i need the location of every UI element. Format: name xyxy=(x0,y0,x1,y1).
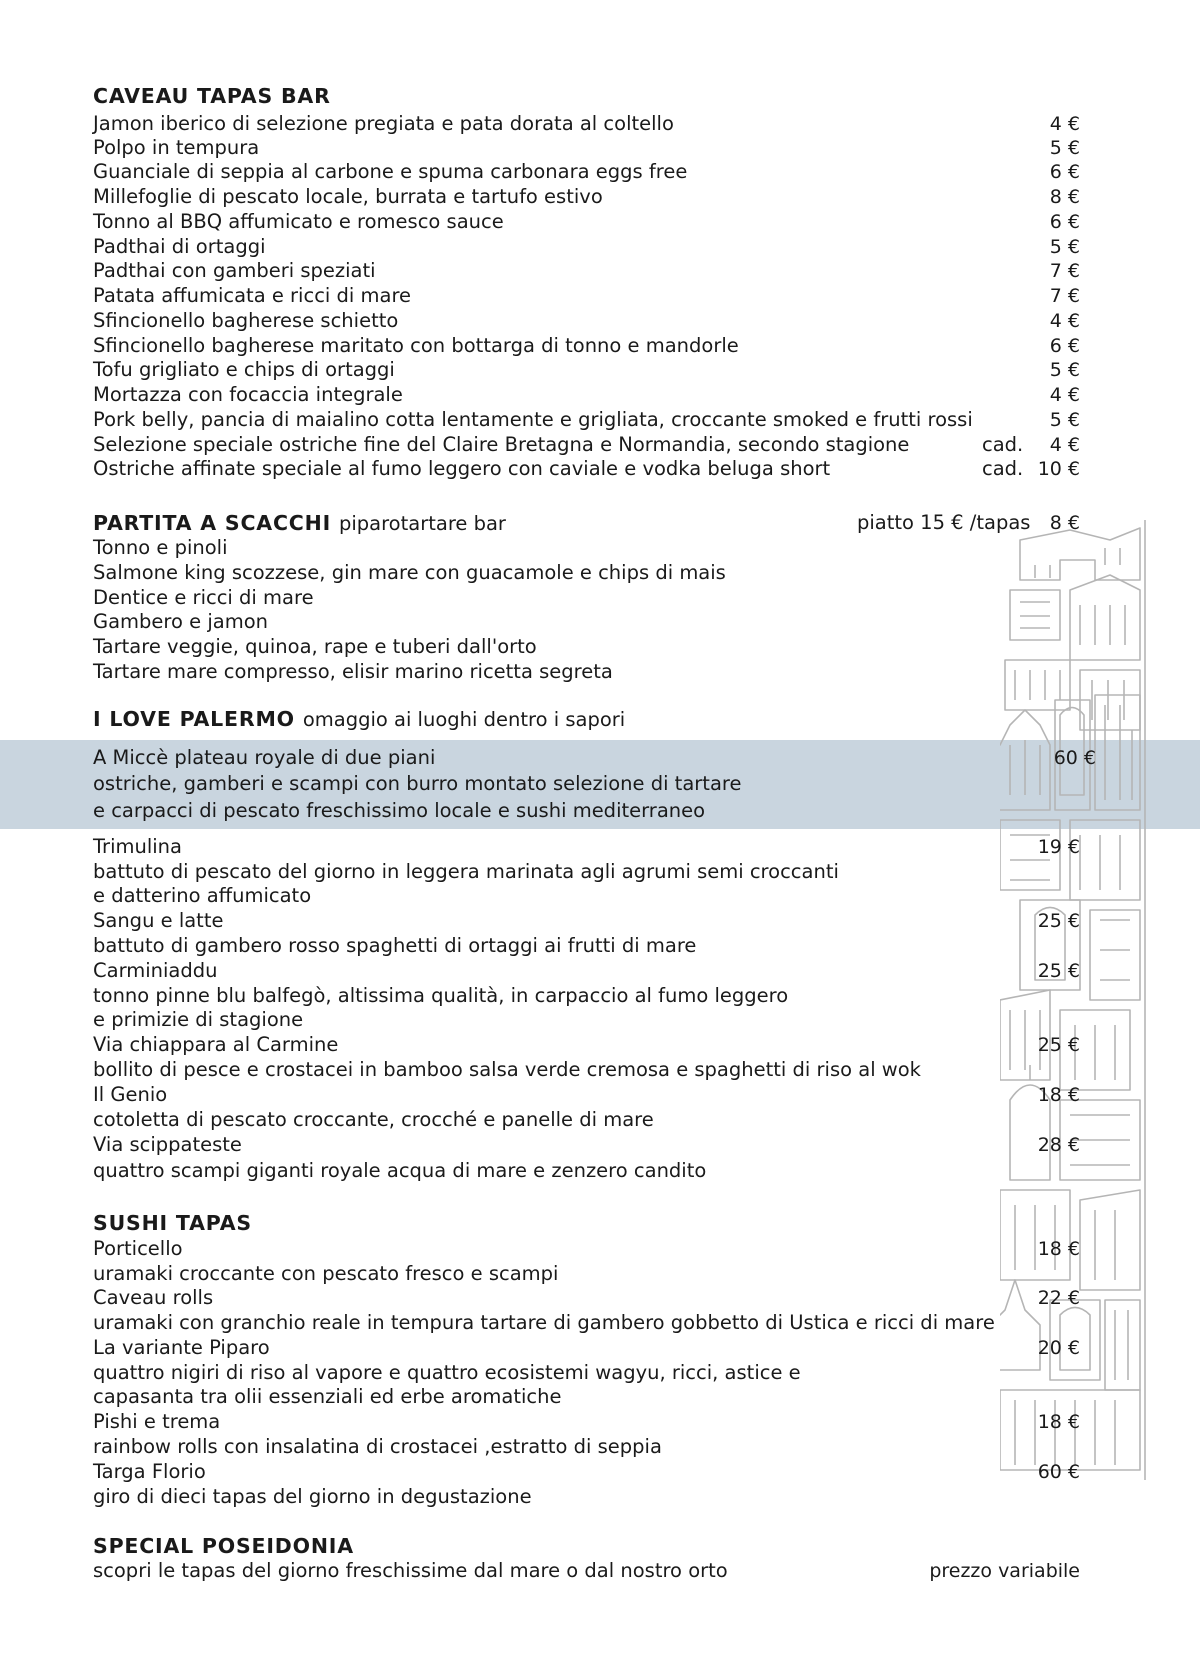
menu-item-desc: e primizie di stagione xyxy=(93,1008,304,1031)
menu-item-name: Caveau rolls xyxy=(93,1286,214,1309)
section-title-text: I LOVE PALERMO xyxy=(93,707,295,731)
section-title-poseidonia: SPECIAL POSEIDONIA xyxy=(93,1534,354,1558)
menu-item-price: 25 € xyxy=(1037,960,1080,982)
menu-item-price: 10 € xyxy=(1037,458,1080,480)
menu-item-desc: tonno pinne blu balfegò, altissima qualità, in carpaccio al fumo leggero xyxy=(93,984,789,1007)
menu-item-price: 22 € xyxy=(1037,1287,1080,1309)
menu-item-desc: bollito di pesce e crostacei in bamboo salsa verde cremosa e spaghetti di riso al wok xyxy=(93,1058,921,1081)
section-subtitle: piparotartare bar xyxy=(338,512,506,535)
menu-item-name: Guanciale di seppia al carbone e spuma carbonara eggs free xyxy=(93,160,688,183)
menu-item-name: Via scippateste xyxy=(93,1133,242,1156)
menu-item-name: Targa Florio xyxy=(93,1460,206,1483)
menu-item-name: Mortazza con focaccia integrale xyxy=(93,383,403,406)
featured-item-desc: ostriche, gamberi e scampi con burro montato selezione di tartare xyxy=(93,772,742,795)
menu-item-price: 20 € xyxy=(1037,1337,1080,1359)
menu-item-name: Tonno al BBQ affumicato e romesco sauce xyxy=(93,210,504,233)
list-item: Tartare veggie, quinoa, rape e tuberi dall'orto xyxy=(93,635,537,658)
menu-item-name: Pork belly, pancia di maialino cotta lentamente e grigliata, croccante smoked e frutti rossi xyxy=(93,408,973,431)
list-item: Gambero e jamon xyxy=(93,610,268,633)
menu-item-desc: capasanta tra olii essenziali ed erbe aromatiche xyxy=(93,1385,562,1408)
menu-item-desc: e datterino affumicato xyxy=(93,884,312,907)
menu-item-price: 28 € xyxy=(1037,1134,1080,1156)
menu-item-name: Sfincionello bagherese schietto xyxy=(93,309,399,332)
section-title-caveau: CAVEAU TAPAS BAR xyxy=(93,84,331,108)
menu-item-name: Millefoglie di pescato locale, burrata e tartufo estivo xyxy=(93,185,603,208)
menu-item-desc: rainbow rolls con insalatina di crostacei ,estratto di seppia xyxy=(93,1435,662,1458)
menu-item-price: 25 € xyxy=(1037,1034,1080,1056)
menu-item-price: 5 € xyxy=(1049,359,1080,381)
menu-item-desc: quattro scampi giganti royale acqua di mare e zenzero candito xyxy=(93,1159,707,1182)
menu-item-price: 18 € xyxy=(1037,1084,1080,1106)
list-item: Tonno e pinoli xyxy=(93,536,228,559)
menu-item-name: Sangu e latte xyxy=(93,909,224,932)
list-item: Salmone king scozzese, gin mare con guacamole e chips di mais xyxy=(93,561,726,584)
menu-item-price: 6 € xyxy=(1049,161,1080,183)
menu-item-name: Trimulina xyxy=(93,835,182,858)
featured-item-desc: e carpacci di pescato freschissimo locale e sushi mediterraneo xyxy=(93,799,706,822)
menu-item-name: Selezione speciale ostriche fine del Claire Bretagna e Normandia, secondo stagione xyxy=(93,433,910,456)
menu-item-price: 6 € xyxy=(1049,335,1080,357)
menu-item-price: 25 € xyxy=(1037,910,1080,932)
menu-item-price: 7 € xyxy=(1049,285,1080,307)
section-title-partita xyxy=(93,510,506,537)
section-title-text: PARTITA A SCACCHI xyxy=(93,511,332,535)
menu-item-price: 8 € xyxy=(1049,186,1080,208)
menu-item-name: Padthai di ortaggi xyxy=(93,235,266,258)
menu-item-desc: giro di dieci tapas del giorno in degustazione xyxy=(93,1485,532,1508)
menu-item-price: 7 € xyxy=(1049,260,1080,282)
menu-item-desc: quattro nigiri di riso al vapore e quattro ecosistemi wagyu, ricci, astice e xyxy=(93,1361,801,1384)
menu-item-price: 18 € xyxy=(1037,1411,1080,1433)
menu-item-price: 60 € xyxy=(1037,1461,1080,1483)
variable-price: prezzo variabile xyxy=(929,1560,1080,1582)
menu-item-desc: cotoletta di pescato croccante, crocché e panelle di mare xyxy=(93,1108,654,1131)
menu-item-name: Ostriche affinate speciale al fumo leggero con caviale e vodka beluga short xyxy=(93,457,831,480)
section-title-palermo xyxy=(93,706,625,733)
menu-item-price: 6 € xyxy=(1049,211,1080,233)
menu-item-name: Via chiappara al Carmine xyxy=(93,1033,339,1056)
menu-item-name: Porticello xyxy=(93,1237,183,1260)
section-title-sushi: SUSHI TAPAS xyxy=(93,1211,252,1235)
menu-item-price: 4 € xyxy=(1049,384,1080,406)
menu-item-unit: cad. xyxy=(982,433,1024,456)
menu-item-name: Carminiaddu xyxy=(93,959,218,982)
menu-item-desc: battuto di gambero rosso spaghetti di ortaggi ai frutti di mare xyxy=(93,934,697,957)
menu-item-name: Padthai con gamberi speziati xyxy=(93,259,376,282)
menu-item-name: Patata affumicata e ricci di mare xyxy=(93,284,412,307)
menu-item-desc: uramaki croccante con pescato fresco e scampi xyxy=(93,1262,559,1285)
featured-item-name: A Miccè plateau royale di due piani xyxy=(93,746,436,769)
menu-item-price: 4 € xyxy=(1049,310,1080,332)
menu-item-price: 18 € xyxy=(1037,1238,1080,1260)
menu-item-name: Pishi e trema xyxy=(93,1410,221,1433)
menu-item-name: Polpo in tempura xyxy=(93,136,260,159)
section-subtitle: omaggio ai luoghi dentro i sapori xyxy=(302,708,626,731)
menu-item-desc: uramaki con granchio reale in tempura tartare di gambero gobbetto di Ustica e ricci di mare xyxy=(93,1311,995,1334)
menu-item-price: 19 € xyxy=(1037,836,1080,858)
menu-item-price: 4 € xyxy=(1049,113,1080,135)
menu-item-name: Sfincionello bagherese maritato con bottarga di tonno e mandorle xyxy=(93,334,739,357)
menu-item-name: Tofu grigliato e chips di ortaggi xyxy=(93,358,395,381)
menu-item-price: 4 € xyxy=(1049,434,1080,456)
price-note: piatto 15 € /tapas xyxy=(857,511,1031,534)
section-desc: scopri le tapas del giorno freschissime dal mare o dal nostro orto xyxy=(93,1559,728,1582)
menu-item-price: 5 € xyxy=(1049,236,1080,258)
menu-item-name: Jamon iberico di selezione pregiata e pata dorata al coltello xyxy=(93,112,674,135)
menu-item-price: 5 € xyxy=(1049,137,1080,159)
menu-item-price: 5 € xyxy=(1049,409,1080,431)
menu-item-name: Il Genio xyxy=(93,1083,168,1106)
list-item: Tartare mare compresso, elisir marino ricetta segreta xyxy=(93,660,613,683)
menu-item-name: La variante Piparo xyxy=(93,1336,270,1359)
section-price: 8 € xyxy=(1049,512,1080,534)
menu-item-desc: battuto di pescato del giorno in leggera marinata agli agrumi semi croccanti xyxy=(93,860,839,883)
list-item: Dentice e ricci di mare xyxy=(93,586,314,609)
menu-item-unit: cad. xyxy=(982,457,1024,480)
featured-item-price: 60 € xyxy=(1053,747,1096,769)
